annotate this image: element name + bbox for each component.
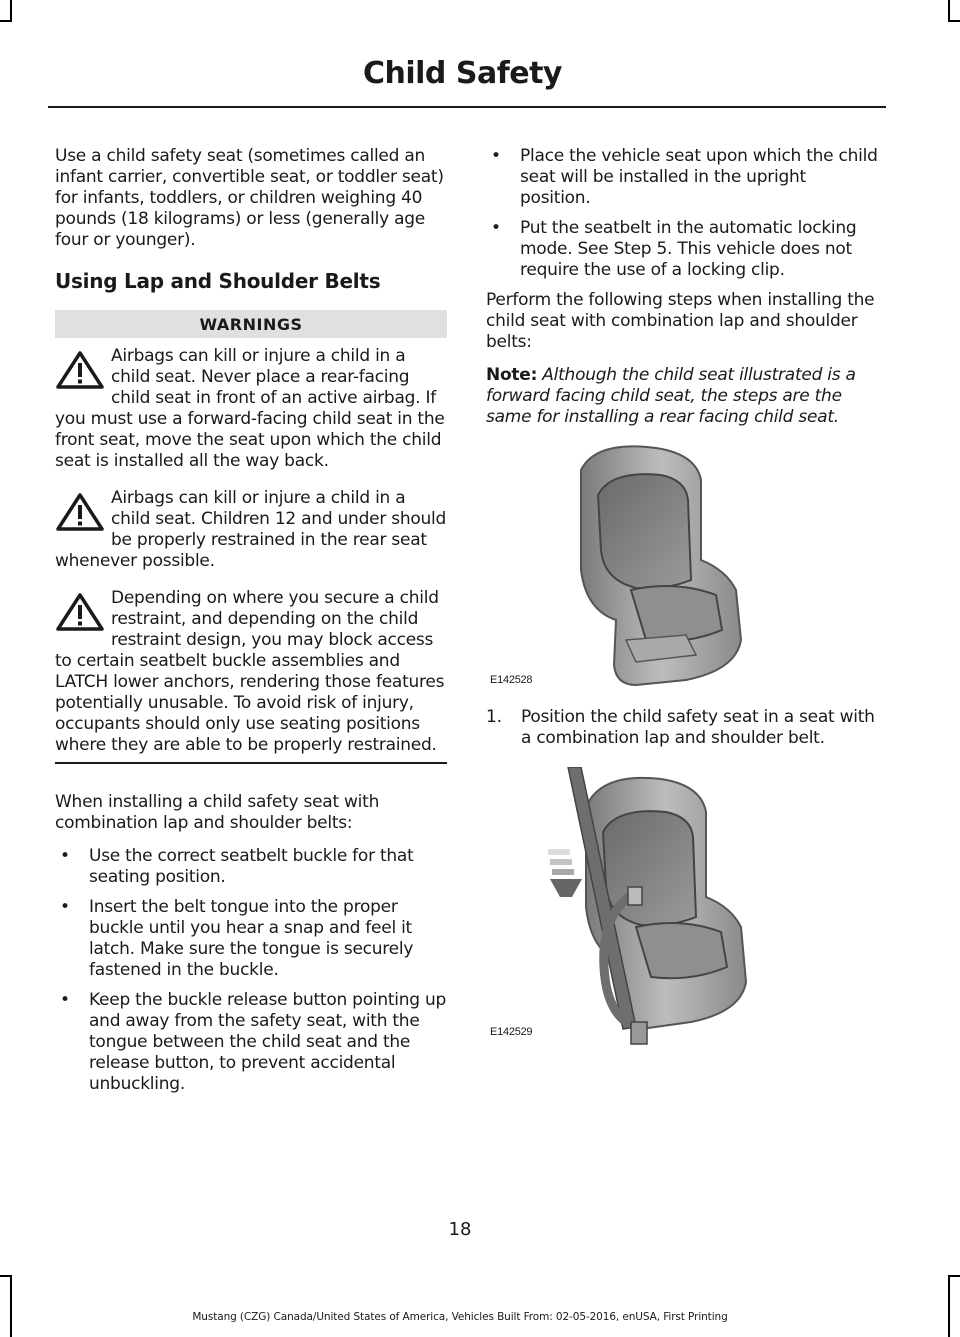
step-text: Position the child safety seat in a seat with a combination lap and shoulder belt. xyxy=(521,707,875,748)
step-number: 1. xyxy=(486,707,502,727)
list-item: • Insert the belt tongue into the proper buckle until you hear a snap and feel it latch. Make sure the tongue is securely fastened in the buckle. xyxy=(55,897,447,981)
list-item: • Place the vehicle seat upon which the child seat will be installed in the upright position. xyxy=(486,146,880,209)
crop-mark xyxy=(948,1277,950,1337)
crop-mark xyxy=(10,0,12,20)
header-divider xyxy=(48,106,886,108)
warning-triangle-icon xyxy=(55,592,105,632)
note-paragraph xyxy=(486,365,880,428)
warnings-end-divider xyxy=(55,762,447,764)
right-column xyxy=(486,146,880,1057)
right-bullet-list xyxy=(486,146,880,281)
warning-triangle-icon xyxy=(55,350,105,390)
left-bullet-list xyxy=(55,846,447,1095)
warnings-title: WARNINGS xyxy=(55,310,447,338)
page-number: 18 xyxy=(448,1219,472,1240)
warning-text: Airbags can kill or injure a child in a child seat. Never place a rear-facing child seat in front of an active airbag. If you must use a forward-facing child seat in the front seat, move the seat upon which the child seat is installed all the way back. xyxy=(55,346,445,471)
crop-mark xyxy=(0,1275,12,1277)
crop-mark xyxy=(0,20,12,22)
crop-mark xyxy=(948,0,950,20)
list-item: • Keep the buckle release button pointing up and away from the safety seat, with the tongue between the child seat and the release button, to prevent accidental unbuckling. xyxy=(55,990,447,1095)
child-seat-illustration xyxy=(486,440,880,695)
list-item: • Put the seatbelt in the automatic locking mode. See Step 5. This vehicle does not require the use of a locking clip. xyxy=(486,218,880,281)
child-seat-belt-illustration xyxy=(486,767,880,1047)
figure-code: E142528 xyxy=(490,674,533,686)
section-heading: Using Lap and Shoulder Belts xyxy=(55,269,381,293)
figure-child-seat-belt xyxy=(486,767,880,1047)
note-body: Although the child seat illustrated is a forward facing child seat, the steps are the same for installing a rear facing child seat. xyxy=(486,365,856,427)
crop-mark xyxy=(10,1277,12,1337)
left-column xyxy=(55,146,447,1104)
warning-item xyxy=(55,488,447,572)
crop-mark xyxy=(948,1275,960,1277)
installing-paragraph: When installing a child safety seat with combination lap and shoulder belts: xyxy=(55,792,380,833)
warning-item xyxy=(55,346,447,472)
page-title: Child Safety xyxy=(362,56,562,91)
list-item: • Use the correct seatbelt buckle for that seating position. xyxy=(55,846,447,888)
warning-text: Airbags can kill or injure a child in a child seat. Children 12 and under should be properly restrained in the rear seat whenever possible. xyxy=(55,488,447,571)
step-1 xyxy=(486,707,880,749)
perform-paragraph: Perform the following steps when installing the child seat with combination lap and shoulder belts: xyxy=(486,290,875,352)
crop-mark xyxy=(948,20,960,22)
footer-text: Mustang (CZG) Canada/United States of America, Vehicles Built From: 02-05-2016, enUSA, First Printing xyxy=(192,1311,728,1323)
note-label: Note: xyxy=(486,365,538,385)
intro-paragraph: Use a child safety seat (sometimes called an infant carrier, convertible seat, or toddler seat) for infants, toddlers, or children weighing 40 pounds (18 kilograms) or less (generally age four or younger). xyxy=(55,146,444,250)
warning-item xyxy=(55,588,447,756)
figure-code: E142529 xyxy=(490,1026,533,1038)
warning-triangle-icon xyxy=(55,492,105,532)
figure-child-seat xyxy=(486,440,880,695)
warning-text: Depending on where you secure a child restraint, and depending on the child restraint design, you may block access to certain seatbelt buckle assemblies and LATCH lower anchors, rendering those features potentially unusable. To avoid risk of injury, occupants should only use seating positions where they are able to be properly restrained. xyxy=(55,588,445,755)
